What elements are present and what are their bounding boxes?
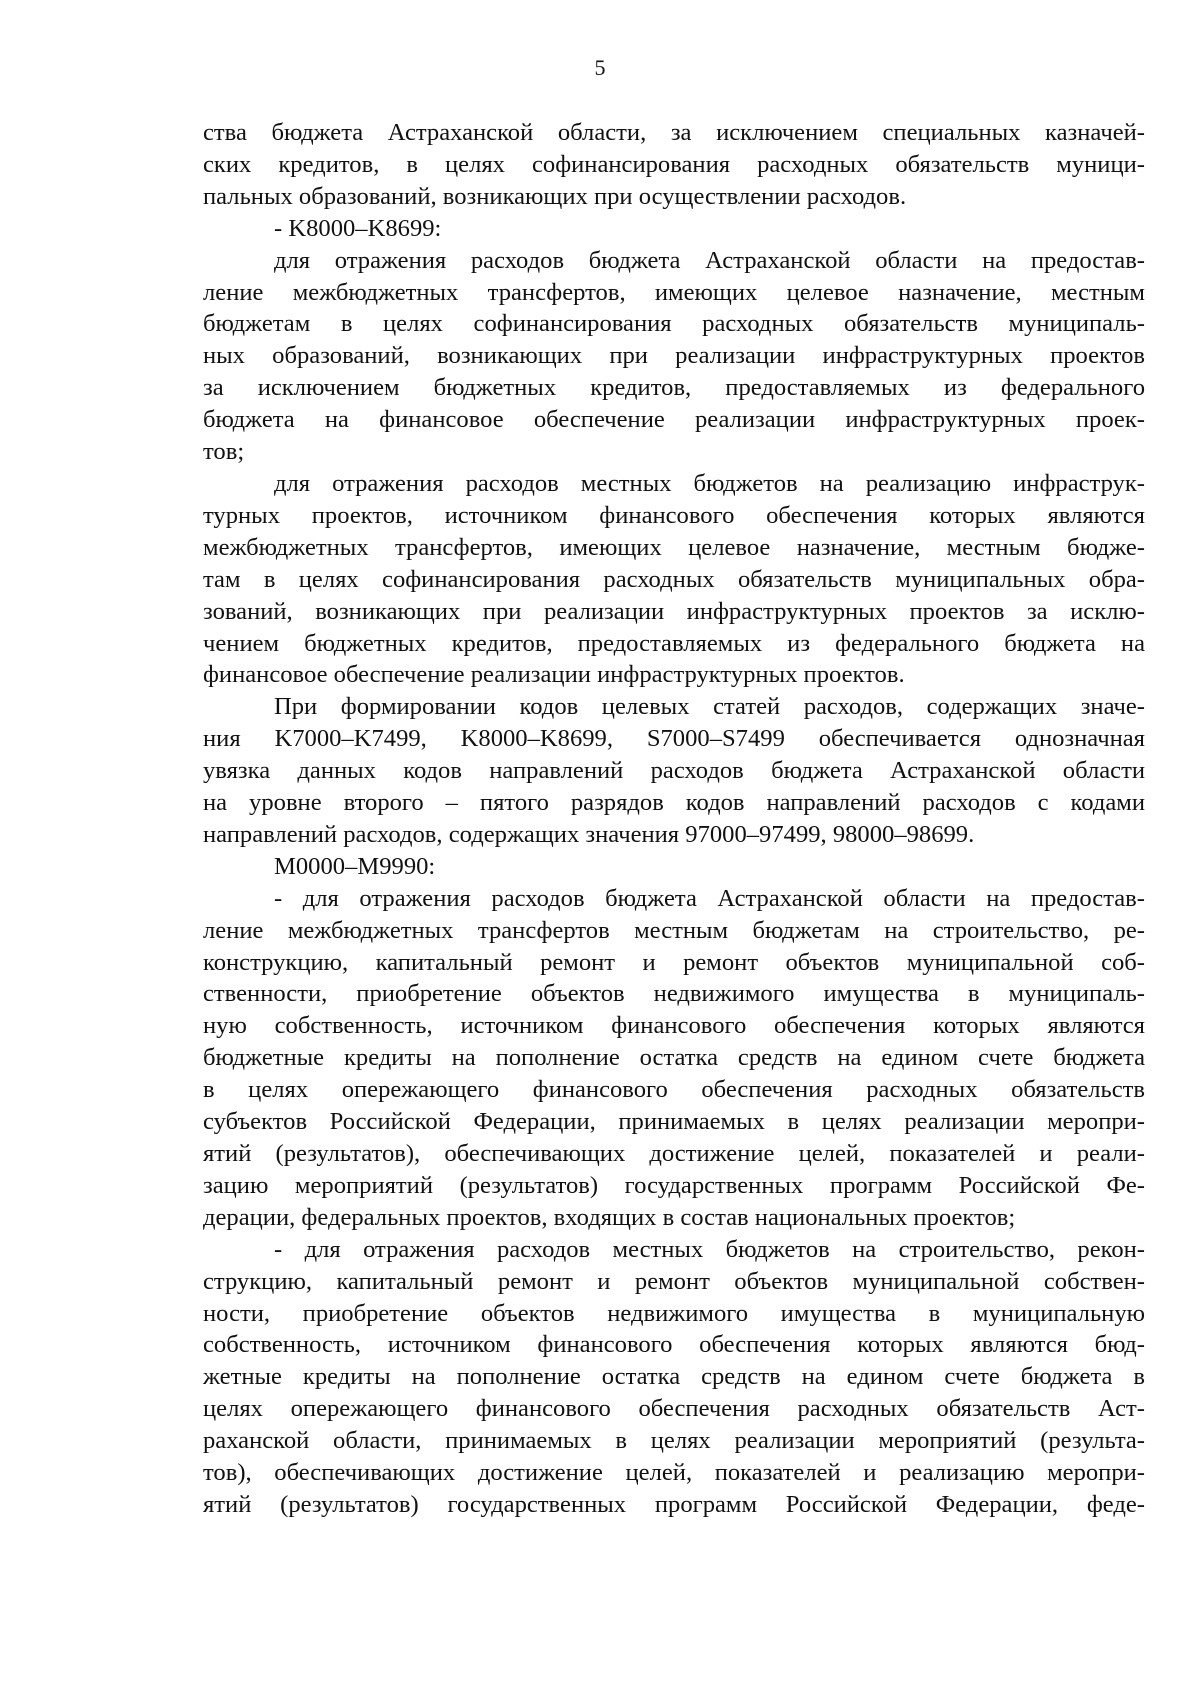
text-line: пальных образований, возникающих при осуществлении расходов. bbox=[203, 182, 907, 210]
text-line: собственность, источником финансового обеспечения которых являются бюд- bbox=[203, 1331, 1145, 1359]
text-line: - для отражения расходов местных бюджетов на строительство, рекон- bbox=[274, 1235, 1145, 1263]
text-line: ственности, приобретение объектов недвижимого имущества в муниципаль- bbox=[203, 980, 1145, 1008]
text-line: направлений расходов, содержащих значения 97000–97499, 98000–98699. bbox=[203, 820, 975, 848]
text-line: бюджета на финансовое обеспечение реализации инфраструктурных проек- bbox=[203, 406, 1145, 434]
text-line: ских кредитов, в целях софинансирования расходных обязательств муници- bbox=[203, 150, 1145, 178]
text-line: ятий (результатов), обеспечивающих достижение целей, показателей и реали- bbox=[203, 1140, 1145, 1167]
text-line: субъектов Российской Федерации, принимаемых в целях реализации меропри- bbox=[203, 1108, 1145, 1136]
text-line: бюджетные кредиты на пополнение остатка средств на едином счете бюджета bbox=[203, 1044, 1145, 1072]
code-range-heading: - K8000–K8699: bbox=[274, 214, 442, 242]
text-line: бюджетам в целях софинансирования расходных обязательств муниципаль- bbox=[203, 310, 1145, 338]
text-line: для отражения расходов бюджета Астраханской области на предостав- bbox=[274, 246, 1145, 274]
text-line: чением бюджетных кредитов, предоставляемых из федерального бюджета на bbox=[203, 629, 1145, 657]
text-line: ных образований, возникающих при реализации инфраструктурных проектов bbox=[203, 342, 1145, 370]
text-line: ства бюджета Астраханской области, за исключением специальных казначей- bbox=[203, 119, 1145, 146]
text-line: тов), обеспечивающих достижение целей, показателей и реализацию меропри- bbox=[203, 1459, 1145, 1487]
text-line: зований, возникающих при реализации инфраструктурных проектов за исклю- bbox=[203, 597, 1145, 625]
text-line: увязка данных кодов направлений расходов бюджета Астраханской области bbox=[203, 757, 1145, 785]
text-line: на уровне второго – пятого разрядов кодов направлений расходов с кодами bbox=[203, 789, 1145, 817]
text-line: зацию мероприятий (результатов) государственных программ Российской Фе- bbox=[203, 1171, 1145, 1199]
text-line: в целях опережающего финансового обеспечения расходных обязательств bbox=[203, 1076, 1145, 1104]
text-line: дерации, федеральных проектов, входящих в состав национальных проектов; bbox=[203, 1203, 1016, 1231]
text-line: ную собственность, источником финансового обеспечения которых являются bbox=[203, 1012, 1145, 1040]
code-range-heading: M0000–M9990: bbox=[274, 852, 436, 880]
text-line: там в целях софинансирования расходных обязательств муниципальных обра- bbox=[203, 565, 1145, 593]
text-line: жетные кредиты на пополнение остатка средств на едином счете бюджета в bbox=[203, 1363, 1145, 1391]
text-line: за исключением бюджетных кредитов, предоставляемых из федерального bbox=[203, 374, 1145, 402]
text-line: для отражения расходов местных бюджетов на реализацию инфраструк- bbox=[274, 469, 1145, 497]
text-line: ление межбюджетных трансфертов, имеющих целевое назначение, местным bbox=[203, 278, 1145, 306]
page-number: 5 bbox=[594, 55, 606, 80]
text-line: ности, приобретение объектов недвижимого имущества в муниципальную bbox=[203, 1299, 1145, 1327]
text-line: струкцию, капитальный ремонт и ремонт объектов муниципальной собствен- bbox=[203, 1267, 1145, 1295]
text-line: ление межбюджетных трансфертов местным бюджетам на строительство, ре- bbox=[203, 916, 1145, 944]
text-line: конструкцию, капитальный ремонт и ремонт объектов муниципальной соб- bbox=[203, 948, 1145, 976]
text-line: межбюджетных трансфертов, имеющих целевое назначение, местным бюдже- bbox=[203, 533, 1145, 561]
text-line: тов; bbox=[203, 438, 245, 466]
text-line: ятий (результатов) государственных программ Российской Федерации, феде- bbox=[203, 1490, 1145, 1518]
text-line: ния K7000–K7499, K8000–K8699, S7000–S7499 обеспечивается однозначная bbox=[203, 725, 1145, 753]
text-line: финансовое обеспечение реализации инфраструктурных проектов. bbox=[203, 661, 905, 689]
text-line: целях опережающего финансового обеспечения расходных обязательств Аст- bbox=[203, 1395, 1145, 1423]
text-line: - для отражения расходов бюджета Астраханской области на предостав- bbox=[274, 884, 1145, 912]
text-line: При формировании кодов целевых статей расходов, содержащих значе- bbox=[274, 693, 1145, 721]
text-line: турных проектов, источником финансового обеспечения которых являются bbox=[203, 501, 1145, 529]
document-body bbox=[203, 117, 1145, 1521]
text-line: раханской области, принимаемых в целях реализации мероприятий (результа- bbox=[203, 1427, 1145, 1455]
